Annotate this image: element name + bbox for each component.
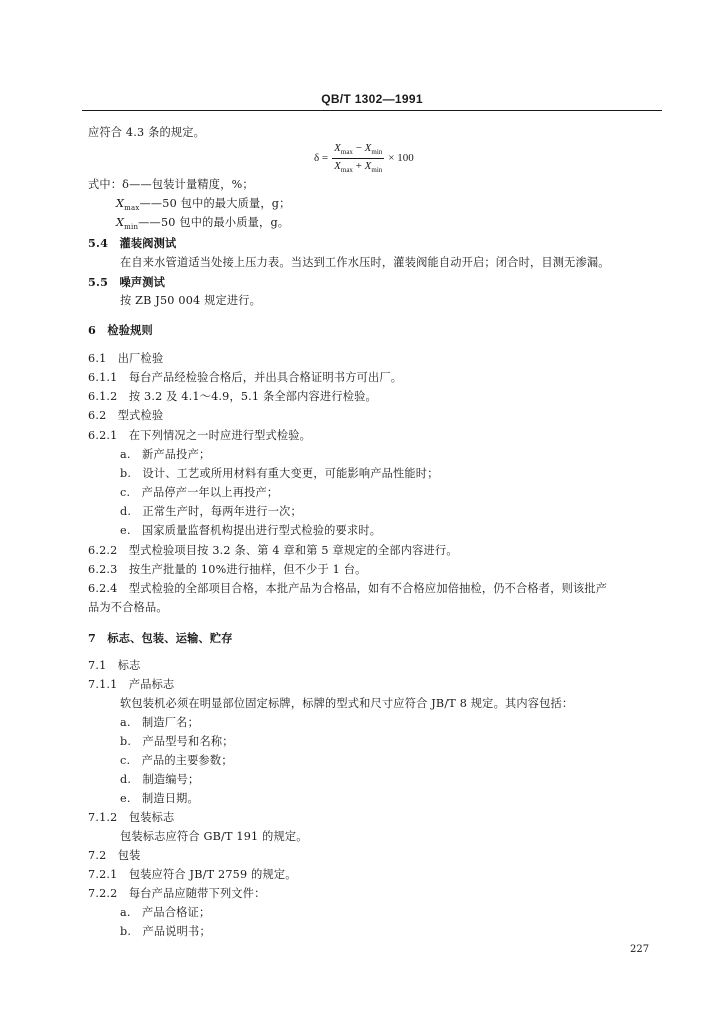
header-rule (82, 110, 662, 111)
list-item: d. 正常生产时，每两年进行一次； (120, 505, 302, 518)
clause-line: 6.1.1 每台产品经检验合格后，并出具合格证明书方可出厂。 (88, 371, 403, 384)
clause-line: 7.1.2 包装标志 (88, 811, 175, 824)
standard-number-header: QB/T 1302—1991 (321, 92, 423, 106)
list-item: b. 产品说明书； (120, 925, 211, 938)
formula-denominator: $X_{max} + X_{min}$ (334, 159, 383, 174)
text-line: 应符合 4.3 条的规定。 (88, 126, 206, 139)
section-heading: 6.1 出厂检验 (88, 352, 164, 365)
clause-line: 6.2.1 在下列情况之一时应进行型式检验。 (88, 429, 312, 442)
formula-tail: × 100 (388, 152, 414, 164)
chapter-heading: 7 标志、包装、运输、贮存 (88, 631, 233, 645)
text-line: 软包装机必须在明显部位固定标牌，标牌的型式和尺寸应符合 JB/T 8 规定。其内容包括： (120, 697, 574, 710)
precision-formula (314, 141, 414, 175)
list-item: e. 国家质量监督机构提出进行型式检验的要求时。 (120, 524, 382, 537)
list-item: b. 产品型号和名称； (120, 735, 234, 748)
section-heading: 7.2 包装 (88, 849, 141, 862)
text-line: 按 ZB J50 004 规定进行。 (120, 294, 262, 307)
variable-definition: $X_{max}——50$ 包中的最大质量，g； (116, 197, 291, 213)
clause-line: 7.2.2 每台产品应随带下列文件： (88, 887, 266, 900)
page-number: 227 (630, 944, 650, 955)
list-item: d. 制造编号； (120, 773, 200, 786)
section-heading: 5.5 噪声测试 (88, 275, 166, 289)
list-item: a. 制造厂名； (120, 716, 199, 729)
text-line: 包装标志应符合 GB/T 191 的规定。 (120, 830, 308, 843)
list-item: c. 产品停产一年以上再投产； (120, 486, 279, 499)
list-item: a. 产品合格证； (120, 906, 211, 919)
clause-line: 6.2.3 按生产批量的 10%进行抽样，但不少于 1 台。 (88, 563, 367, 576)
section-heading: 5.4 灌装阀测试 (88, 236, 177, 250)
formula-fraction (332, 142, 384, 173)
clause-line: 7.2.1 包装应符合 JB/T 2759 的规定。 (88, 868, 297, 881)
list-item: e. 制造日期。 (120, 792, 199, 805)
clause-line: 7.1.1 产品标志 (88, 678, 175, 691)
list-item: b. 设计、工艺或所用材料有重大变更，可能影响产品性能时； (120, 467, 439, 480)
clause-line: 品为不合格品。 (88, 601, 168, 614)
text-line: 在自来水管道适当处接上压力表。当达到工作水压时，灌装阀能自动开启；闭合时，目测无渗漏。 (120, 256, 610, 269)
section-heading: 7.1 标志 (88, 659, 141, 672)
clause-line: 6.2.4 型式检验的全部项目合格，本批产品为合格品，如有不合格应加倍抽检，仍不合格者，则该批产 (88, 582, 608, 595)
list-item: a. 新产品投产； (120, 448, 211, 461)
text-line: 式中：δ——包装计量精度，%； (88, 178, 254, 191)
list-item: c. 产品的主要参数； (120, 754, 233, 767)
variable-definition: $X_{min}——50$ 包中的最小质量，g。 (116, 216, 290, 232)
formula-lhs: δ = (314, 152, 329, 164)
formula-numerator: $X_{max} - X_{min}$ (334, 142, 383, 157)
clause-line: 6.1.2 按 3.2 及 4.1～4.9，5.1 条全部内容进行检验。 (88, 390, 377, 403)
section-heading: 6.2 型式检验 (88, 409, 164, 422)
clause-line: 6.2.2 型式检验项目按 3.2 条、第 4 章和第 5 章规定的全部内容进行。 (88, 544, 458, 557)
chapter-heading: 6 检验规则 (88, 323, 153, 337)
